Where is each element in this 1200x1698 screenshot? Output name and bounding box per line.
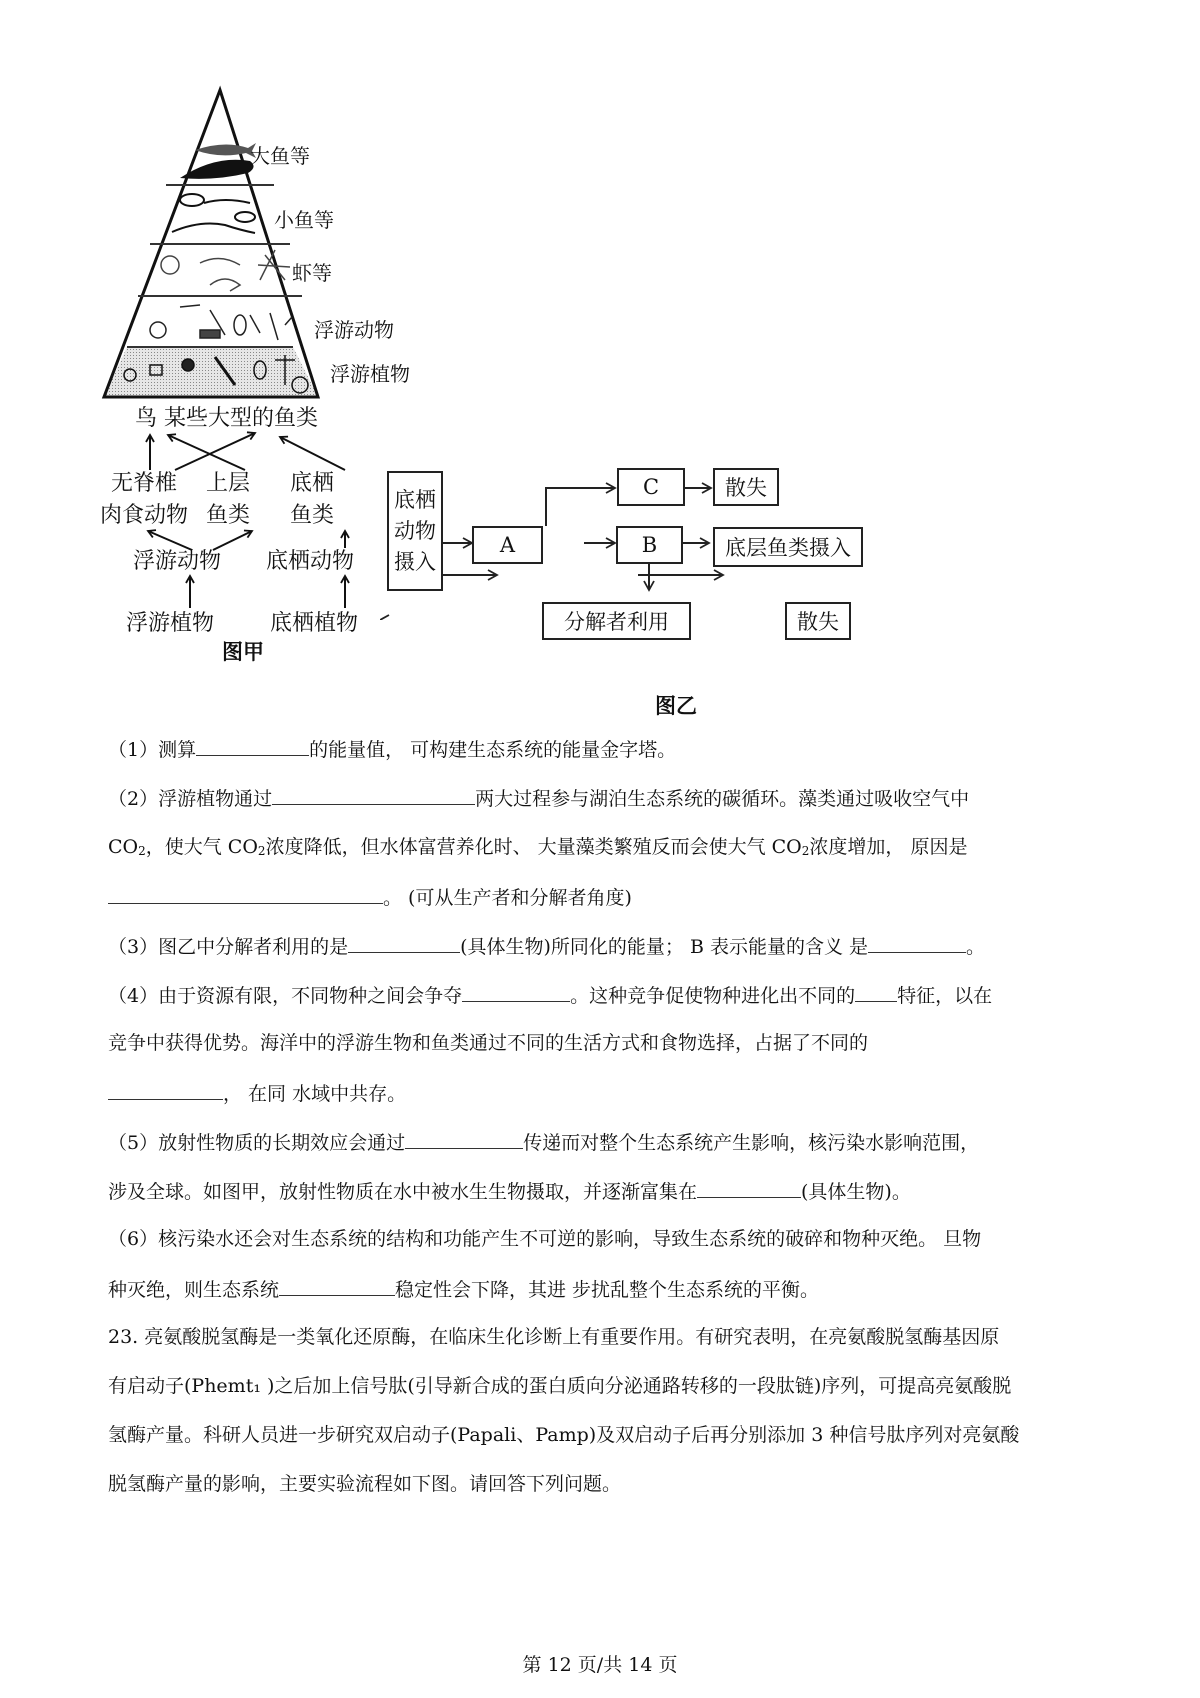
question-5	[108, 1128, 1098, 1156]
pyramid-label-small-fish: 小鱼等	[274, 208, 334, 232]
q4-text: （4）由于资源有限，不同物种之间会争夺	[108, 985, 463, 1007]
label-line: 底栖	[394, 487, 436, 512]
q3-text: （3）图乙中分解者利用的是	[108, 936, 349, 958]
q2-answer-blank-1[interactable]	[272, 784, 475, 805]
q2-text: 浓度降低，但水体富营养化时、 大量藻类繁殖反而会使大气 CO	[265, 836, 802, 858]
box-b: B	[616, 526, 683, 564]
q2-answer-blank-2[interactable]	[108, 883, 383, 904]
arrow	[546, 488, 615, 526]
label-line: 底栖	[290, 471, 335, 496]
arrow	[168, 435, 245, 470]
q3-text: (具体生物)所同化的能量； B 表示能量的含义 是	[460, 936, 869, 958]
question-5-line-2	[108, 1177, 1098, 1205]
label-line: 动物	[394, 518, 436, 543]
energy-pyramid	[100, 85, 330, 410]
q6-answer-blank[interactable]	[279, 1275, 395, 1296]
question-2-line-2	[108, 834, 1098, 860]
page-footer: 第 12 页/共 14 页	[522, 1654, 678, 1676]
box-a: A	[472, 526, 543, 564]
q4-text: 特征，以在	[897, 985, 993, 1007]
q1-text: （1）测算	[108, 739, 197, 761]
question-1	[108, 735, 1098, 763]
food-web-phytoplankton: 浮游植物	[126, 611, 215, 636]
q5-text: 传递而对整个生态系统产生影响，核污染水影响范围，	[523, 1132, 980, 1154]
subscript: 2	[801, 844, 810, 858]
pyramid-label-phytoplankton: 浮游植物	[330, 362, 410, 386]
question-3	[108, 932, 1098, 960]
q2-text: CO	[108, 836, 139, 858]
label-line: 无脊椎	[111, 471, 178, 496]
question-23-line-4: 脱氢酶产量的影响，主要实验流程如下图。请回答下列问题。	[108, 1473, 622, 1495]
question-4	[108, 981, 1098, 1009]
label-line: 鱼类	[206, 503, 251, 528]
food-web-benthic-animals: 底栖动物	[266, 549, 355, 574]
q6-text: （6）核污染水还会对生态系统的结构和功能产生不可逆的影响，导致生态系统的破碎和物种灭绝。 旦物	[108, 1228, 982, 1250]
question-23-line-1: 23. 亮氨酸脱氢酶是一类氧化还原酶，在临床生化诊断上有重要作用。有研究表明，在亮氨酸脱氢酶基因原	[108, 1326, 1000, 1348]
arrow	[175, 433, 255, 470]
q4-text: 竞争中获得优势。海洋中的浮游生物和鱼类通过不同的生活方式和食物选择，占据了不同的	[108, 1032, 869, 1054]
q5-text: 涉及全球。如图甲，放射性物质在水中被水生生物摄取，并逐渐富集在	[108, 1181, 698, 1203]
food-web-upper-fish	[206, 468, 250, 532]
question-23-line-2: 有启动子(Phemt₁ )之后加上信号肽(引导新合成的蛋白质向分泌通路转移的一段肽链)序列，可提高亮氨酸脱	[108, 1375, 1012, 1397]
q4-answer-blank-2[interactable]	[855, 981, 897, 1002]
question-6-line-2	[108, 1275, 1098, 1303]
q2-text: 。 (可从生产者和分解者角度)	[383, 887, 632, 909]
q4-answer-blank-1[interactable]	[462, 981, 570, 1002]
bottom-fish-intake-box: 底层鱼类摄入	[713, 527, 863, 567]
figure-jia-caption: 图甲	[222, 639, 264, 664]
food-web-benthic-fish	[290, 468, 334, 532]
question-23-line-3: 氢酶产量。科研人员进一步研究双启动子(Papali、Pamp)及双启动子后再分别添加 3 种信号肽序列对亮氨酸	[108, 1424, 1020, 1446]
decomposer-use-box: 分解者利用	[542, 602, 691, 640]
question-4-line-2	[108, 1030, 1098, 1056]
pyramid-tier-phytoplankton	[104, 347, 318, 397]
q4-answer-blank-3[interactable]	[108, 1079, 223, 1100]
q6-text: 稳定性会下降，其进 步扰乱整个生态系统的平衡。	[395, 1279, 820, 1301]
question-2	[108, 784, 1098, 812]
pyramid-label-shrimp: 虾等	[292, 261, 332, 285]
q3-text: 。	[966, 936, 986, 958]
q2-text: ，使大气 CO	[145, 836, 258, 858]
food-web-top-consumers: 鸟 某些大型的鱼类	[135, 406, 318, 431]
q1-text: 的能量值， 可构建生态系统的能量金字塔。	[309, 739, 677, 761]
benthic-animal-intake-box	[387, 471, 443, 591]
q3-answer-blank-2[interactable]	[868, 932, 966, 953]
q3-answer-blank-1[interactable]	[348, 932, 460, 953]
food-web-invertebrate-carnivore	[100, 468, 188, 532]
q5-answer-blank-2[interactable]	[697, 1177, 801, 1198]
food-web-benthic-plants: 底栖植物	[270, 611, 359, 636]
arrow	[280, 437, 345, 470]
q5-text: (具体生物)。	[801, 1181, 911, 1203]
question-6	[108, 1226, 1098, 1252]
loss-top-box: 散失	[713, 468, 779, 506]
subscript: 2	[257, 844, 266, 858]
question-4-line-3	[108, 1079, 1098, 1107]
q5-answer-blank-1[interactable]	[405, 1128, 523, 1149]
q2-text: （2）浮游植物通过	[108, 788, 273, 810]
figure-yi-caption: 图乙	[655, 693, 697, 718]
label-line: 上层	[206, 471, 251, 496]
small-fish-icon	[172, 194, 255, 233]
q4-text: 。这种竞争促使物种进化出不同的	[570, 985, 856, 1007]
food-web-zooplankton: 浮游动物	[133, 549, 222, 574]
subscript: 2	[138, 844, 146, 858]
loss-bottom-box: 散失	[785, 602, 851, 640]
box-c: C	[617, 468, 685, 506]
zooplankton-icon	[150, 305, 292, 340]
q2-text: 浓度增加， 原因是	[809, 836, 968, 858]
question-2-line-3	[108, 883, 1098, 911]
label-line: 摄入	[394, 549, 436, 574]
pyramid-label-big-fish: 大鱼等	[250, 144, 310, 168]
label-line: 鱼类	[290, 503, 335, 528]
q2-text: 两大过程参与湖泊生态系统的碳循环。藻类通过吸收空气中	[475, 788, 970, 810]
shrimp-icon	[161, 250, 290, 291]
big-fish-icon	[180, 143, 256, 179]
q5-text: （5）放射性物质的长期效应会通过	[108, 1132, 406, 1154]
pyramid-label-zooplankton: 浮游动物	[314, 318, 394, 342]
label-line: 肉食动物	[100, 503, 189, 528]
q4-text: ， 在同 水域中共存。	[223, 1083, 407, 1105]
q1-answer-blank[interactable]	[196, 735, 309, 756]
q6-text: 种灭绝，则生态系统	[108, 1279, 280, 1301]
